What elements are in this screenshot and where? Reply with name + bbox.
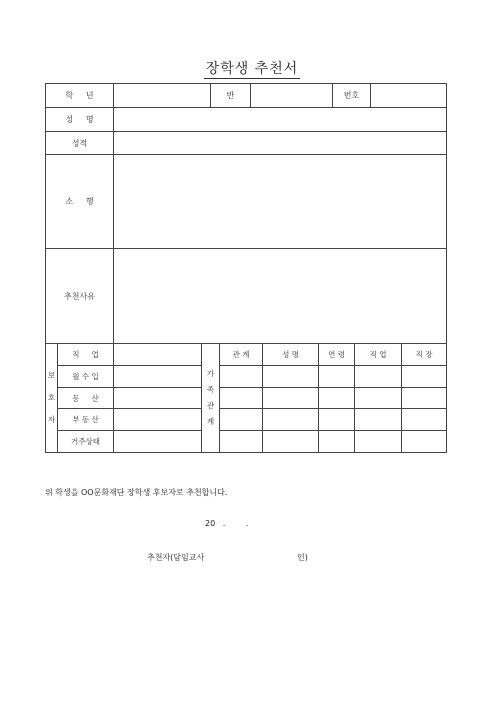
family-cell[interactable]: [355, 409, 402, 431]
recommender-label: 추천자(담임교사: [147, 553, 205, 562]
date-line: 20 . .: [205, 519, 249, 528]
grade-label: 학 년: [46, 84, 114, 108]
guardian-residence-label: 거주상태: [58, 431, 114, 453]
family-cell[interactable]: [319, 431, 355, 453]
family-side-char: 족: [206, 385, 215, 394]
recommendation-statement: 위 학생을 OO문화재단 장학생 후보자로 추천합니다.: [45, 488, 228, 497]
guardian-job-field[interactable]: [114, 344, 202, 366]
family-cell[interactable]: [220, 388, 263, 409]
guardian-row-job: [46, 344, 447, 366]
conduct-label: 소 행: [46, 155, 114, 249]
guardian-row-movable: [46, 388, 447, 409]
family-cell[interactable]: [220, 366, 263, 388]
class-field[interactable]: [251, 84, 333, 108]
conduct-row: [46, 155, 447, 249]
family-cell[interactable]: [319, 388, 355, 409]
family-header-relation: 관 계: [220, 344, 263, 366]
record-row: [46, 132, 447, 155]
family-cell[interactable]: [319, 409, 355, 431]
reason-label: 추천사유: [46, 249, 114, 344]
family-side-char: 계: [206, 417, 215, 426]
class-label: 반: [211, 84, 251, 108]
family-cell[interactable]: [263, 388, 319, 409]
guardian-row-income: [46, 366, 447, 388]
name-row: [46, 108, 447, 132]
number-field[interactable]: [371, 84, 447, 108]
grade-row: [46, 84, 447, 108]
name-field[interactable]: [114, 108, 447, 132]
family-cell[interactable]: [402, 431, 447, 453]
guardian-side-char: 자: [47, 415, 56, 424]
family-cell[interactable]: [355, 431, 402, 453]
guardian-side-char: 보: [47, 371, 56, 380]
guardian-family-table: [45, 343, 447, 453]
record-label: 성적: [46, 132, 114, 155]
guardian-row-residence: [46, 431, 447, 453]
family-cell[interactable]: [263, 409, 319, 431]
family-cell[interactable]: [402, 388, 447, 409]
number-label: 번호: [333, 84, 371, 108]
guardian-movable-label: 동 산: [58, 388, 114, 409]
family-cell[interactable]: [220, 431, 263, 453]
family-cell[interactable]: [263, 366, 319, 388]
guardian-income-label: 월 수 입: [58, 366, 114, 388]
reason-field[interactable]: [114, 249, 447, 344]
guardian-movable-field[interactable]: [114, 388, 202, 409]
student-info-table: [45, 83, 447, 344]
family-side-char: 가: [206, 369, 215, 378]
family-header-name: 성 명: [263, 344, 319, 366]
family-cell[interactable]: [263, 431, 319, 453]
family-side-label: [202, 344, 220, 453]
family-header-job: 직 업: [355, 344, 402, 366]
guardian-job-label: 직 업: [58, 344, 114, 366]
family-header-age: 연 령: [319, 344, 355, 366]
guardian-side-label: [46, 344, 58, 453]
family-side-char: 관: [206, 401, 215, 410]
family-cell[interactable]: [355, 366, 402, 388]
family-cell[interactable]: [220, 409, 263, 431]
guardian-realestate-label: 부 동 산: [58, 409, 114, 431]
grade-field[interactable]: [114, 84, 211, 108]
seal-label: 인): [297, 553, 308, 562]
record-field[interactable]: [114, 132, 447, 155]
family-cell[interactable]: [319, 366, 355, 388]
family-cell[interactable]: [402, 409, 447, 431]
recommender-line: [147, 552, 308, 563]
guardian-row-realestate: [46, 409, 447, 431]
reason-row: [46, 249, 447, 344]
guardian-side-char: 호: [47, 393, 56, 402]
family-cell[interactable]: [402, 366, 447, 388]
family-cell[interactable]: [355, 388, 402, 409]
family-header-workplace: 직 장: [402, 344, 447, 366]
guardian-realestate-field[interactable]: [114, 409, 202, 431]
document-title: [0, 58, 504, 78]
name-label: 성 명: [46, 108, 114, 132]
conduct-field[interactable]: [114, 155, 447, 249]
guardian-residence-field[interactable]: [114, 431, 202, 453]
guardian-income-field[interactable]: [114, 366, 202, 388]
document-title-text: 장학생 추천서: [205, 61, 299, 77]
